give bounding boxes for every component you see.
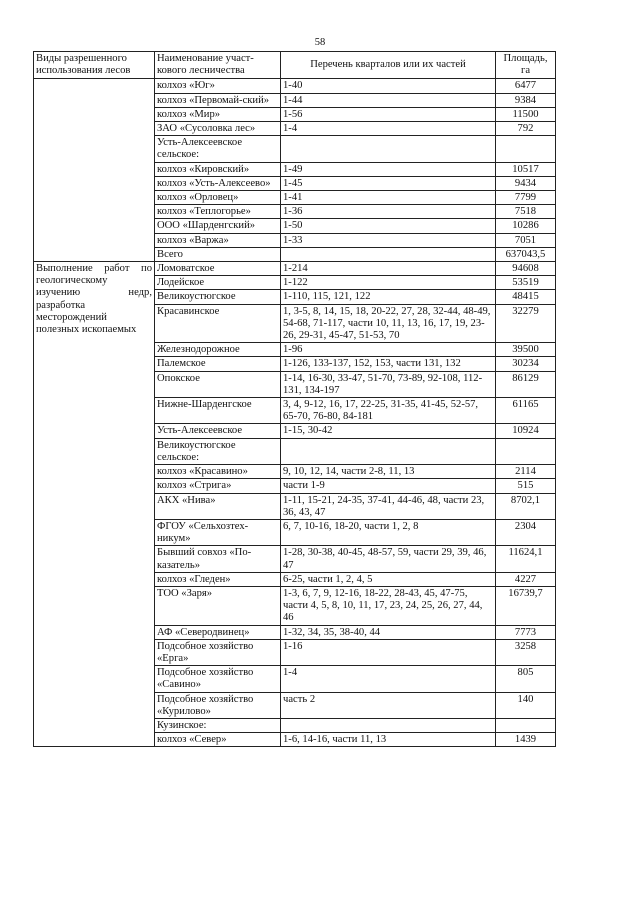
area-cell: 48415 <box>496 290 556 304</box>
header-use-type: Виды разрешенного использования лесов <box>34 52 155 79</box>
subsection-heading: Кузинское: <box>155 718 281 732</box>
forestry-name-cell: Бывший совхоз «По-казатель» <box>155 546 281 572</box>
forestry-name-cell: Нижне-Шарденгское <box>155 398 281 424</box>
header-forestry-name: Наименование участ-кового лесничества <box>155 52 281 79</box>
forestry-name-cell: колхоз «Первомай-ский» <box>155 93 281 107</box>
use-type-cell: Выполнение работ по геологическому изучению недр, разработка месторождений полезных ископаемых <box>34 262 155 747</box>
area-cell: 2304 <box>496 519 556 545</box>
area-cell: 2114 <box>496 465 556 479</box>
area-cell: 9434 <box>496 176 556 190</box>
quarters-cell: 1-16 <box>281 639 496 665</box>
quarters-cell: 1-44 <box>281 93 496 107</box>
forestry-name-cell: ООО «Шарденгский» <box>155 219 281 233</box>
quarters-cell: 1-49 <box>281 162 496 176</box>
quarters-cell: 1-36 <box>281 205 496 219</box>
area-cell: 10517 <box>496 162 556 176</box>
table-row <box>34 79 556 93</box>
section-geological-works <box>34 262 556 747</box>
quarters-cell: 1-40 <box>281 79 496 93</box>
quarters-cell: 1-15, 30-42 <box>281 424 496 438</box>
forestry-name-cell: ЗАО «Сусоловка лес» <box>155 122 281 136</box>
area-cell: 11500 <box>496 107 556 121</box>
quarters-cell: 1-214 <box>281 262 496 276</box>
forestry-name-cell: Красавинское <box>155 304 281 343</box>
forestry-name-cell: Усть-Алексеевское сельское: <box>155 136 281 162</box>
forestry-name-cell: колхоз «Мир» <box>155 107 281 121</box>
quarters-cell: 1-4 <box>281 666 496 692</box>
forestry-name-cell: колхоз «Кировский» <box>155 162 281 176</box>
quarters-cell: 1-11, 15-21, 24-35, 37-41, 44-46, 48, части 23, 36, 43, 47 <box>281 493 496 519</box>
area-cell: 16739,7 <box>496 586 556 625</box>
header-quarters: Перечень кварталов или их частей <box>281 52 496 79</box>
forestry-name-cell: АКХ «Нива» <box>155 493 281 519</box>
quarters-cell: 1-3, 6, 7, 9, 12-16, 18-22, 28-43, 45, 47-75, части 4, 5, 8, 10, 11, 17, 23, 24, 25, 26, 27, 44, 46 <box>281 586 496 625</box>
forestry-name-cell: Великоустюгское <box>155 290 281 304</box>
area-cell: 792 <box>496 122 556 136</box>
area-cell: 53519 <box>496 276 556 290</box>
quarters-cell: 9, 10, 12, 14, части 2-8, 11, 13 <box>281 465 496 479</box>
forestry-name-cell: Усть-Алексеевское <box>155 424 281 438</box>
forestry-name-cell: Подсобное хозяйство «Курилово» <box>155 692 281 718</box>
area-cell: 94608 <box>496 262 556 276</box>
area-cell: 10924 <box>496 424 556 438</box>
forestry-name-cell: колхоз «Север» <box>155 733 281 747</box>
quarters-cell: 1-33 <box>281 233 496 247</box>
area-cell: 7518 <box>496 205 556 219</box>
area-cell: 9384 <box>496 93 556 107</box>
table-header-row <box>34 52 556 79</box>
area-cell <box>496 136 556 162</box>
header-area: Площадь, га <box>496 52 556 79</box>
area-cell: 6477 <box>496 79 556 93</box>
quarters-cell: 1-41 <box>281 191 496 205</box>
quarters-cell: 1-45 <box>281 176 496 190</box>
quarters-cell: 1-28, 30-38, 40-45, 48-57, 59, части 29, 39, 46, 47 <box>281 546 496 572</box>
quarters-cell <box>281 136 496 162</box>
forestry-name-cell: колхоз «Теплогорье» <box>155 205 281 219</box>
area-cell: 515 <box>496 479 556 493</box>
forestry-name-cell: колхоз «Юг» <box>155 79 281 93</box>
area-cell: 7773 <box>496 625 556 639</box>
area-cell: 7051 <box>496 233 556 247</box>
forestry-name-cell: Подсобное хозяйство «Савино» <box>155 666 281 692</box>
quarters-cell: 1-32, 34, 35, 38-40, 44 <box>281 625 496 639</box>
quarters-cell: 3, 4, 9-12, 16, 17, 22-25, 31-35, 41-45, 52-57, 65-70, 76-80, 84-181 <box>281 398 496 424</box>
forestry-name-cell: Лодейское <box>155 276 281 290</box>
forestry-name-cell: Ломоватское <box>155 262 281 276</box>
area-cell <box>496 718 556 732</box>
area-cell: 11624,1 <box>496 546 556 572</box>
quarters-cell: 1, 3-5, 8, 14, 15, 18, 20-22, 27, 28, 32-44, 48-49, 54-68, 71-117, части 10, 11, 13, 16, 17, 19, 23-26, 29-31, 45-47, 51-53, 70 <box>281 304 496 343</box>
section-continuation <box>34 79 556 262</box>
quarters-cell: 1-14, 16-30, 33-47, 51-70, 73-89, 92-108, 112-131, 134-197 <box>281 371 496 397</box>
forestry-name-cell: Палемское <box>155 357 281 371</box>
area-cell: 805 <box>496 666 556 692</box>
forestry-name-cell: Опокское <box>155 371 281 397</box>
forestry-name-cell: Подсобное хозяйство «Ерга» <box>155 639 281 665</box>
forest-use-table <box>33 51 556 747</box>
quarters-cell: 1-4 <box>281 122 496 136</box>
quarters-cell: 1-126, 133-137, 152, 153, части 131, 132 <box>281 357 496 371</box>
forestry-name-cell: Железнодорожное <box>155 343 281 357</box>
quarters-cell: 6-25, части 1, 2, 4, 5 <box>281 572 496 586</box>
area-cell: 86129 <box>496 371 556 397</box>
quarters-cell: 1-96 <box>281 343 496 357</box>
forestry-name-cell: ФГОУ «Сельхозтех-никум» <box>155 519 281 545</box>
quarters-cell: часть 2 <box>281 692 496 718</box>
total-label: Всего <box>155 247 281 261</box>
total-quarters-empty <box>281 247 496 261</box>
quarters-cell <box>281 718 496 732</box>
area-cell: 39500 <box>496 343 556 357</box>
area-cell: 61165 <box>496 398 556 424</box>
area-cell: 7799 <box>496 191 556 205</box>
quarters-cell: 1-122 <box>281 276 496 290</box>
area-cell: 32279 <box>496 304 556 343</box>
area-cell: 1439 <box>496 733 556 747</box>
subsection-heading: Великоустюгское сельское: <box>155 438 281 464</box>
quarters-cell: 6, 7, 10-16, 18-20, части 1, 2, 8 <box>281 519 496 545</box>
page-number: 58 <box>314 37 326 48</box>
area-cell: 10286 <box>496 219 556 233</box>
quarters-cell: 1-6, 14-16, части 11, 13 <box>281 733 496 747</box>
quarters-cell <box>281 438 496 464</box>
forestry-name-cell: АФ «Северодвинец» <box>155 625 281 639</box>
forestry-name-cell: колхоз «Орловец» <box>155 191 281 205</box>
forestry-name-cell: колхоз «Стрига» <box>155 479 281 493</box>
quarters-cell: 1-56 <box>281 107 496 121</box>
area-cell: 3258 <box>496 639 556 665</box>
area-cell <box>496 438 556 464</box>
forestry-name-cell: ТОО «Заря» <box>155 586 281 625</box>
area-cell: 8702,1 <box>496 493 556 519</box>
quarters-cell: 1-50 <box>281 219 496 233</box>
table-row <box>34 262 556 276</box>
use-type-cell-empty <box>34 79 155 262</box>
quarters-cell: 1-110, 115, 121, 122 <box>281 290 496 304</box>
area-cell: 4227 <box>496 572 556 586</box>
forestry-name-cell: колхоз «Красавино» <box>155 465 281 479</box>
forestry-name-cell: колхоз «Усть-Алексеево» <box>155 176 281 190</box>
forestry-name-cell: колхоз «Варжа» <box>155 233 281 247</box>
total-value: 637043,5 <box>496 247 556 261</box>
forestry-name-cell: колхоз «Гледен» <box>155 572 281 586</box>
area-cell: 140 <box>496 692 556 718</box>
area-cell: 30234 <box>496 357 556 371</box>
quarters-cell: части 1-9 <box>281 479 496 493</box>
